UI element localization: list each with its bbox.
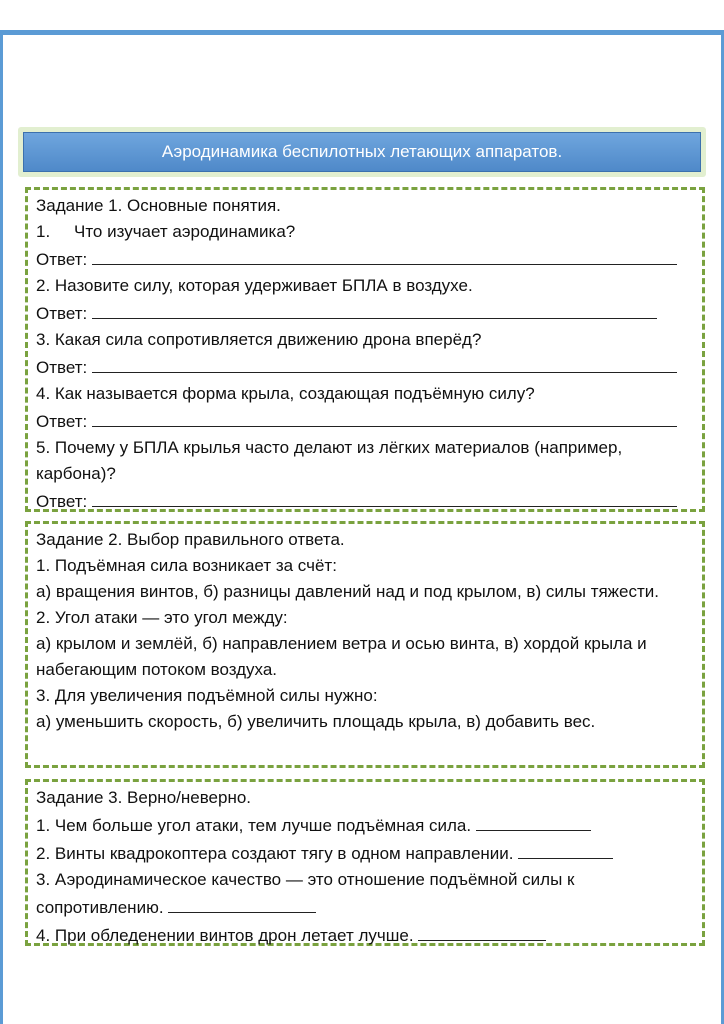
answer-label: Ответ: [36, 412, 88, 431]
answer-label: Ответ: [36, 358, 88, 377]
task-2-box [25, 521, 705, 768]
answer-blank-3[interactable] [92, 353, 677, 373]
task-3-heading: Задание 3. Верно/неверно. [36, 788, 252, 807]
statement-text: 2. Винты квадрокоптера создают тягу в одном направлении. [36, 844, 514, 863]
answer-blank-1[interactable] [92, 245, 677, 265]
statement-text: 4. При обледенении винтов дрон летает лучше. [36, 926, 414, 945]
task-1-question-5: 5. Почему у БПЛА крылья часто делают из лёгких материалов (например, карбона)? [36, 438, 623, 483]
task-2-question-1: 1. Подъёмная сила возникает за счёт: [36, 556, 337, 575]
answer-blank-2[interactable] [92, 299, 657, 319]
task-1-question-1 [36, 219, 694, 245]
task-2-options-1: а) вращения винтов, б) разницы давлений над и под крылом, в) силы тяжести. [36, 582, 660, 601]
task-3-statement-4 [36, 921, 694, 949]
title-banner [18, 127, 706, 177]
task-1-question-2: 2. Назовите силу, которая удерживает БПЛА в воздухе. [36, 276, 473, 295]
task-2-options-2: а) крылом и землёй, б) направлением ветра и осью винта, в) хордой крыла и набегающим потоком воздуха. [36, 634, 647, 679]
statement-blank-3[interactable] [168, 893, 316, 913]
task-2-heading: Задание 2. Выбор правильного ответа. [36, 530, 345, 549]
statement-blank-2[interactable] [518, 839, 613, 859]
task-1-box [25, 187, 705, 512]
answer-label: Ответ: [36, 492, 88, 511]
answer-label: Ответ: [36, 250, 88, 269]
task-3-statement-1 [36, 811, 694, 839]
page-title: Аэродинамика беспилотных летающих аппаратов. [23, 132, 701, 172]
statement-blank-1[interactable] [476, 811, 591, 831]
task-2-question-3: 3. Для увеличения подъёмной силы нужно: [36, 686, 378, 705]
answer-label: Ответ: [36, 304, 88, 323]
answer-line-3 [36, 353, 694, 381]
task-1-question-4: 4. Как называется форма крыла, создающая подъёмную силу? [36, 384, 535, 403]
task-1-heading: Задание 1. Основные понятия. [36, 196, 281, 215]
task-2-options-3: а) уменьшить скорость, б) увеличить площадь крыла, в) добавить вес. [36, 712, 596, 731]
statement-blank-4[interactable] [418, 921, 546, 941]
task-3-statement-2 [36, 839, 694, 867]
task-3-box [25, 779, 705, 946]
answer-line-2 [36, 299, 694, 327]
question-number: 1. [36, 222, 51, 241]
answer-blank-4[interactable] [92, 407, 677, 427]
question-text: Что изучает аэродинамика? [74, 222, 296, 241]
answer-line-4 [36, 407, 694, 435]
statement-text: 3. Аэродинамическое качество — это отношение подъёмной силы к сопротивлению. [36, 870, 575, 917]
task-3-statement-3 [36, 867, 694, 921]
answer-line-5 [36, 487, 694, 515]
task-2-question-2: 2. Угол атаки — это угол между: [36, 608, 288, 627]
statement-text: 1. Чем больше угол атаки, тем лучше подъёмная сила. [36, 816, 472, 835]
answer-line-1 [36, 245, 694, 273]
task-1-question-3: 3. Какая сила сопротивляется движению дрона вперёд? [36, 330, 482, 349]
answer-blank-5[interactable] [92, 487, 677, 507]
